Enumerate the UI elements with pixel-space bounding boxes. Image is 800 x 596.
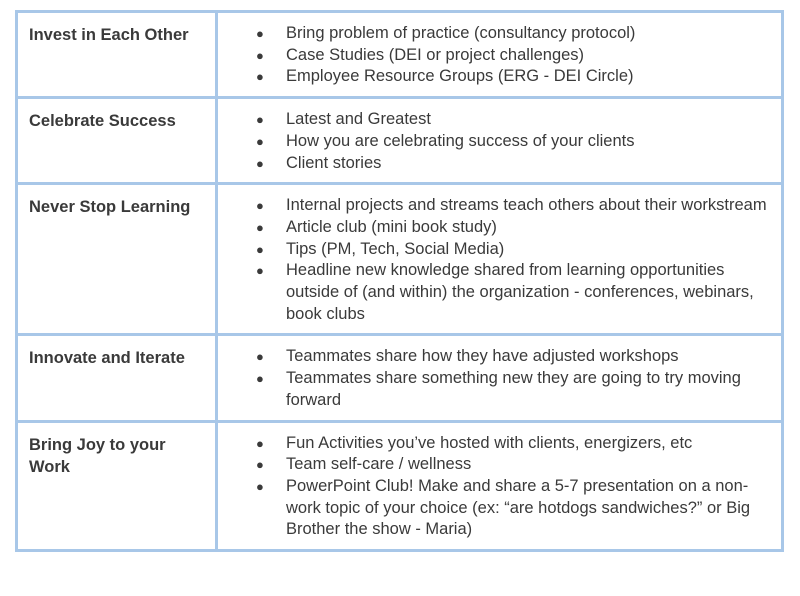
bullet-list bbox=[218, 23, 767, 88]
table-row-invest-in-each-other bbox=[18, 13, 781, 96]
bullet-icon: ● bbox=[256, 198, 264, 214]
list-item bbox=[218, 217, 767, 239]
list-item-text: How you are celebrating success of your clients bbox=[286, 131, 635, 150]
row-label: Celebrate Success bbox=[18, 99, 218, 182]
bullet-list bbox=[218, 195, 767, 325]
row-content bbox=[218, 423, 781, 550]
list-item-text: Tips (PM, Tech, Social Media) bbox=[286, 239, 505, 258]
bullet-icon: ● bbox=[256, 47, 264, 63]
table-row-celebrate-success bbox=[18, 96, 781, 182]
bullet-icon: ● bbox=[256, 371, 264, 387]
list-item bbox=[218, 433, 767, 455]
list-item bbox=[218, 454, 767, 476]
list-item-text: Article club (mini book study) bbox=[286, 217, 497, 236]
bullet-icon: ● bbox=[256, 478, 264, 494]
bullet-icon: ● bbox=[256, 457, 264, 473]
table-row-innovate-and-iterate bbox=[18, 333, 781, 419]
list-item bbox=[218, 239, 767, 261]
list-item bbox=[218, 195, 767, 217]
list-item bbox=[218, 45, 767, 67]
bullet-icon: ● bbox=[256, 219, 264, 235]
list-item bbox=[218, 109, 767, 131]
list-item bbox=[218, 368, 767, 411]
list-item bbox=[218, 23, 767, 45]
bullet-icon: ● bbox=[256, 69, 264, 85]
bullet-icon: ● bbox=[256, 112, 264, 128]
list-item bbox=[218, 260, 767, 325]
list-item-text: Internal projects and streams teach others about their workstream bbox=[286, 196, 767, 215]
list-item bbox=[218, 131, 767, 153]
list-item-text: Team self-care / wellness bbox=[286, 455, 472, 474]
row-label: Invest in Each Other bbox=[18, 13, 218, 96]
list-item-text: Client stories bbox=[286, 153, 382, 172]
bullet-icon: ● bbox=[256, 349, 264, 365]
list-item bbox=[218, 476, 767, 541]
bullet-list bbox=[218, 433, 767, 542]
table-row-bring-joy-to-your-work bbox=[18, 420, 781, 550]
list-item-text: Teammates share how they have adjusted workshops bbox=[286, 347, 679, 366]
row-content bbox=[218, 336, 781, 419]
list-item-text: Case Studies (DEI or project challenges) bbox=[286, 45, 585, 64]
list-item bbox=[218, 153, 767, 175]
table-row-never-stop-learning bbox=[18, 182, 781, 333]
bullet-icon: ● bbox=[256, 26, 264, 41]
bullet-icon: ● bbox=[256, 435, 264, 451]
bullet-icon: ● bbox=[256, 133, 264, 149]
list-item-text: Headline new knowledge shared from learning opportunities outside of (and within) the organization - conferences, webinars, book clubs bbox=[286, 261, 754, 323]
row-content bbox=[218, 99, 781, 182]
bullet-icon: ● bbox=[256, 263, 264, 279]
row-content bbox=[218, 185, 781, 333]
list-item-text: Employee Resource Groups (ERG - DEI Circle) bbox=[286, 67, 634, 86]
bullet-list bbox=[218, 346, 767, 411]
list-item-text: Fun Activities you’ve hosted with clients, energizers, etc bbox=[286, 433, 693, 452]
list-item-text: Latest and Greatest bbox=[286, 110, 431, 129]
row-label: Innovate and Iterate bbox=[18, 336, 218, 419]
row-label: Never Stop Learning bbox=[18, 185, 218, 333]
list-item-text: Teammates share something new they are going to try moving forward bbox=[286, 369, 741, 409]
bullet-icon: ● bbox=[256, 155, 264, 171]
row-label: Bring Joy to your Work bbox=[18, 423, 218, 550]
bullet-list bbox=[218, 109, 767, 174]
list-item-text: Bring problem of practice (consultancy protocol) bbox=[286, 24, 636, 42]
list-item bbox=[218, 346, 767, 368]
row-content bbox=[218, 13, 781, 96]
list-item bbox=[218, 66, 767, 88]
list-item-text: PowerPoint Club! Make and share a 5-7 presentation on a non-work topic of your choice (ex: “are hotdogs sandwiches?” or Big Brother the show - Maria) bbox=[286, 476, 751, 539]
practices-table bbox=[15, 10, 784, 552]
bullet-icon: ● bbox=[256, 241, 264, 257]
